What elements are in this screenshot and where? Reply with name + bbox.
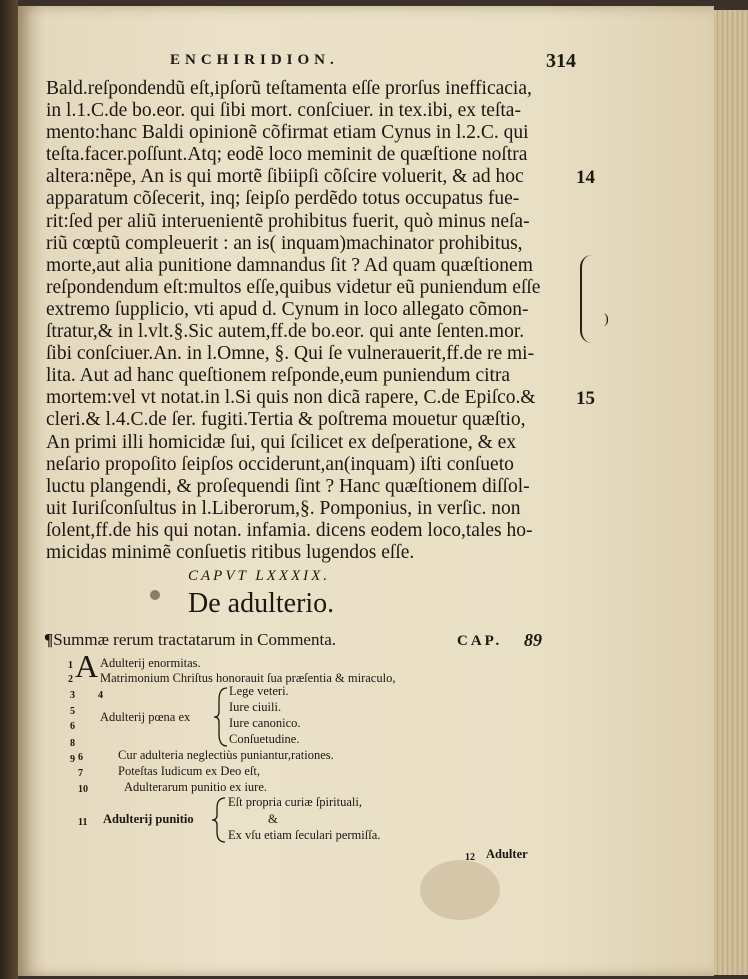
page-edges: [714, 10, 748, 975]
chapter-title: De adulterio.: [188, 588, 335, 619]
body-line: teſta.facer.poſſunt.Atq; eodẽ loco meminit de quæſtione noſtra: [46, 144, 528, 166]
margin-number-14: 14: [576, 167, 595, 188]
item-number: 3: [70, 690, 75, 701]
item-number: 6: [78, 752, 83, 763]
catchword-number: 12: [465, 852, 475, 863]
book-gutter: [0, 0, 18, 979]
body-line: rit:ſed per aliũ interuenientẽ prohibitus fuerit, quò minus neſa-: [46, 210, 530, 232]
body-line: ſtratur,& in l.vlt.§.Sic autem,ff.de bo.eor. qui ante ſenten.mor.: [46, 321, 525, 343]
pilcrow-mark: ¶: [44, 630, 54, 649]
summary-heading-text: Summæ rerum tractatarum in Commenta.: [53, 630, 336, 649]
item-number: 10: [78, 784, 88, 795]
item-number: 6: [70, 721, 75, 732]
body-line: uit Iuriſconſultus in l.Liberorum,§. Pomponius, in verſic. non: [46, 497, 521, 519]
punitio-label: Adulterij punitio: [103, 812, 194, 826]
body-line: morte,aut alia punitione damnandus ſit ? Ad quam quæſtionem: [46, 254, 533, 276]
item-number: 1: [68, 660, 73, 671]
item-number: 4: [98, 690, 103, 701]
running-title: ENCHIRIDION.: [170, 52, 339, 68]
cap-number: 89: [524, 630, 542, 650]
catchword: Adulter: [486, 847, 528, 861]
folio-number: 314: [546, 50, 576, 72]
brace-poena: [213, 686, 229, 748]
ink-speck: [150, 590, 160, 600]
body-line: cleri.& l.4.C.de ſer. fugiti.Tertia & poſtrema mouetur quæſtio,: [46, 409, 526, 431]
punitio-branch: Ex vſu etiam ſeculari permiſſa.: [228, 828, 381, 842]
item-number: 8: [70, 738, 75, 749]
body-line: luctu plangendi, & proſequendi ſint ? Hanc quæſtionem diſſol-: [46, 475, 530, 497]
body-line: ſolent,ff.de his qui notan. infamia. dicens eodem loco,tales ho-: [46, 519, 533, 541]
summary-heading: [44, 630, 336, 650]
body-line: riũ cœptũ compleuerit : an is( inquam)machinator prohibitus,: [46, 232, 523, 254]
cap-label: CAP.: [457, 633, 503, 649]
body-line: ſibi conſciuer.An. in l.Omne, §. Qui ſe vulnerauerit,ff.de re mi-: [46, 343, 535, 365]
poena-branch: Lege veteri.: [229, 684, 289, 698]
body-line: lita. Aut ad hanc queſtionem reſponde,eum puniendum citra: [46, 365, 511, 387]
item-number: 11: [78, 817, 88, 828]
item-text: Poteſtas Iudicum ex Deo eſt,: [118, 764, 260, 778]
margin-paren: ): [604, 312, 609, 327]
item-number: 9: [70, 754, 75, 765]
poena-branch: Iure canonico.: [229, 716, 301, 730]
body-line: apparatum cõſecerit, inq; ſeipſo perdẽdo totus occupatus fue-: [46, 188, 520, 210]
initial-letter: A: [75, 648, 99, 684]
item-text: Adulterarum punitio ex iure.: [124, 780, 268, 794]
poena-label: Adulterij pœna ex: [100, 710, 191, 724]
body-line: altera:nẽpe, An is qui mortẽ ſibiipſi cõſcire voluerit, & ad hoc: [46, 166, 524, 188]
body-line: Bald.reſpondendũ eſt,ipſorũ teſtamenta eſſe prorſus inefficacia,: [46, 78, 532, 99]
poena-branch: Iure ciuili.: [229, 700, 282, 714]
foxing-stain: [420, 860, 500, 920]
margin-bracket: [580, 255, 598, 343]
body-line: An primi illi homicidæ ſui, qui ſcilicet ex deſperatione, & ex: [46, 431, 517, 453]
item-text: Matrimonium Chriſtus honorauit ſua præſentia & miraculo,: [100, 671, 396, 685]
poena-branch: Conſuetudine.: [229, 732, 300, 746]
body-line: extremo ſupplicio, vti apud d. Cynum in loco allegato cõmon-: [46, 298, 529, 320]
punitio-branch: &: [268, 812, 278, 826]
body-line: mento:hanc Baldi opinionẽ cõfirmat etiam Cynus in l.2.C. qui: [46, 122, 529, 144]
item-number: 2: [68, 674, 73, 685]
body-line: micidas minimẽ conſuetis ritibus lugendos eſſe.: [46, 541, 415, 563]
body-line: in l.1.C.de bo.eor. qui ſibi mort. conſciuer. in tex.ibi, ex teſta-: [46, 100, 521, 122]
margin-number-15: 15: [576, 388, 595, 409]
body-line: neſario propoſito ſeipſos occiderunt,an(inquam) iſti conſueto: [46, 453, 514, 475]
item-text: Cur adulteria neglectiùs puniantur,rationes.: [118, 748, 334, 762]
item-number: 7: [78, 768, 83, 779]
item-number: 5: [70, 706, 75, 717]
brace-punitio: [211, 796, 227, 844]
chapter-caput: CAPVT LXXXIX.: [188, 568, 331, 584]
item-text: Adulterij enormitas.: [100, 656, 201, 670]
body-line: mortem:vel vt notat.in l.Si quis non dicã rapere, C.de Epiſco.&: [46, 387, 536, 409]
body-line: reſpondendum eſt:multos eſſe,quibus videtur eũ puniendum eſſe: [46, 276, 541, 298]
body-text: [46, 78, 576, 564]
punitio-branch: Eſt propria curiæ ſpirituali,: [228, 795, 362, 809]
